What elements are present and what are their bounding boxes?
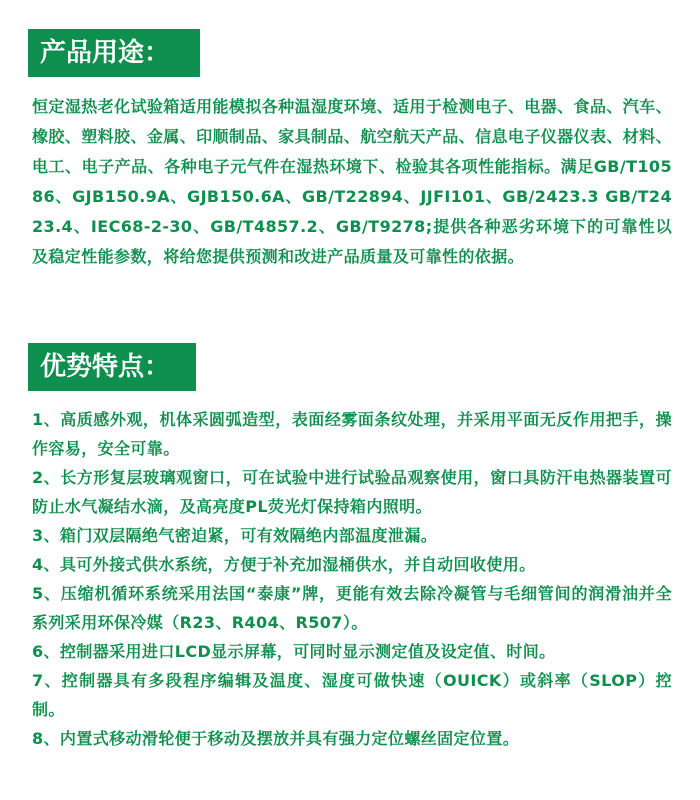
- feature-list: [32, 405, 672, 753]
- feature-item-5: 5、压缩机循环系统采用法国“泰康”牌，更能有效去除冷凝管与毛细管间的润滑油并全系列采用环保冷媒（R23、R404、R507）。: [32, 584, 672, 632]
- feature-item-6: 6、控制器采用进口LCD显示屏幕，可同时显示测定值及设定值、时间。: [32, 642, 556, 661]
- section-title-usage: 产品用途：: [28, 29, 200, 77]
- feature-item-8: 8、内置式移动滑轮便于移动及摆放并具有强力定位螺丝固定位置。: [32, 729, 520, 748]
- feature-item-1: 1、高质感外观，机体采圆弧造型，表面经雾面条纹处理，并采用平面无反作用把手，操作容易，安全可靠。: [32, 410, 672, 458]
- feature-item-4: 4、具可外接式供水系统，方便于补充加湿桶供水，并自动回收使用。: [32, 555, 536, 574]
- feature-item-3: 3、箱门双层隔绝气密迫紧，可有效隔绝内部温度泄漏。: [32, 526, 438, 545]
- feature-item-7: 7、控制器具有多段程序编辑及温度、湿度可做快速（OUICK）或斜率（SLOP）控制。: [32, 671, 672, 719]
- feature-item-2: 2、长方形复层玻璃观窗口，可在试验中进行试验品观察使用，窗口具防汗电热器装置可防止水气凝结水滴，及高亮度PL荧光灯保持箱内照明。: [32, 468, 672, 516]
- section-title-advantages: 优势特点：: [28, 343, 196, 391]
- usage-description: 恒定湿热老化试验箱适用能模拟各种温湿度环境、适用于检测电子、电器、食品、汽车、橡胶、塑料胶、金属、印顺制品、家具制品、航空航天产品、信息电子仪器仪表、材料、电工、电子产品、各种电子元气件在湿热环境下、检验其各项性能指标。满足GB/T10586、GJB150.9A、GJB150.6A、GB/T22894、JJFI101、GB/2423.3 GB/T2423.4、IEC68-2-30、GB/T4857.2、GB/T9278;提供各种恶劣环境下的可靠性以及稳定性能参数，将给您提供预测和改进产品质量及可靠性的依据。: [32, 97, 672, 266]
